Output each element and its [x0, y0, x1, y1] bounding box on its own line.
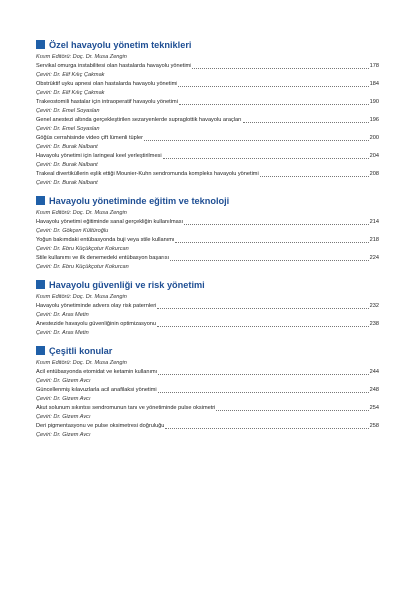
section-title: Havayolu güvenliği ve risk yönetimi [49, 279, 205, 290]
toc-entry[interactable] [36, 320, 379, 329]
entry-page-number: 254 [369, 405, 379, 411]
entry-translator: Çeviri: Dr. Burak Nalbant [36, 180, 98, 186]
section-header [36, 344, 379, 357]
entry-translator: Çeviri: Dr. Elif Kılıç Çakmak [36, 72, 105, 78]
entry-translator: Çeviri: Dr. Burak Nalbant [36, 144, 98, 150]
dot-leader [157, 308, 368, 309]
dot-leader [165, 428, 368, 429]
toc-entry[interactable] [36, 152, 379, 161]
toc-entry[interactable] [36, 422, 379, 431]
dot-leader [157, 326, 369, 327]
dot-leader [216, 410, 368, 411]
toc-entry[interactable] [36, 170, 379, 179]
toc-entry[interactable] [36, 134, 379, 143]
entry-title: Havayolu yönetimi eğitiminde sanal gerçekliğin kullanılması [36, 219, 184, 225]
section-square-icon [36, 196, 45, 205]
entry-page-number: 218 [369, 237, 379, 243]
entry-title: Genel anestezi altında gerçekleştirilen sezaryenlerde supraglottik havayolu araçları [36, 117, 242, 123]
entry-title: Trakeal divertiküllerin eşlik ettiği Mounier-Kuhn sendromunda kompleks havayolu yönetimi [36, 171, 259, 177]
toc-entry[interactable] [36, 236, 379, 245]
entry-page-number: 204 [369, 153, 379, 159]
section-square-icon [36, 280, 45, 289]
toc-section [36, 38, 379, 188]
dot-leader [184, 224, 369, 225]
entry-title: Stile kullanımı ve ilk denemedeki entübasyon başarısı [36, 255, 170, 261]
entry-translator: Çeviri: Dr. Aras Metin [36, 312, 89, 318]
section-title: Çeşitli konular [49, 345, 113, 356]
entry-translator: Çeviri: Dr. Aras Metin [36, 330, 89, 336]
toc-entry[interactable] [36, 254, 379, 263]
toc-entry[interactable] [36, 80, 379, 89]
section-editor: Kısım Editörü: Doç. Dr. Musa Zengin [36, 360, 127, 366]
entry-title: Havayolu yönetimi için laringeal keel yerleştirilmesi [36, 153, 162, 159]
entry-title: Akut solunum sıkıntısı sendromunun tanı ve yönetiminde pulse oksimetri [36, 405, 216, 411]
entry-translator: Çeviri: Dr. Emel Soyaslan [36, 126, 100, 132]
entry-title: Acil entübasyonda etomidat ve ketamin kullanımı [36, 369, 158, 375]
dot-leader [192, 68, 368, 69]
entry-translator: Çeviri: Dr. Elif Kılıç Çakmak [36, 90, 105, 96]
entry-page-number: 200 [369, 135, 379, 141]
entry-page-number: 244 [369, 369, 379, 375]
dot-leader [158, 392, 369, 393]
dot-leader [260, 176, 369, 177]
entry-translator: Çeviri: Dr. Gizem Avcı [36, 396, 91, 402]
toc-section [36, 194, 379, 272]
toc-entry[interactable] [36, 386, 379, 395]
entry-title: Servikal omurga instabilitesi olan hastalarda havayolu yönetimi [36, 63, 192, 69]
entry-page-number: 232 [369, 303, 379, 309]
dot-leader [158, 374, 368, 375]
entry-page-number: 190 [369, 99, 379, 105]
entry-page-number: 214 [369, 219, 379, 225]
section-editor: Kısım Editörü: Doç. Dr. Musa Zengin [36, 294, 127, 300]
dot-leader [163, 158, 369, 159]
section-header [36, 194, 379, 207]
entry-translator: Çeviri: Dr. Ebru Küçükçotur Kokurcan [36, 246, 129, 252]
section-square-icon [36, 346, 45, 355]
toc-entry[interactable] [36, 404, 379, 413]
entry-page-number: 184 [369, 81, 379, 87]
entry-translator: Çeviri: Dr. Burak Nalbant [36, 162, 98, 168]
dot-leader [178, 86, 368, 87]
entry-title: Deri pigmentasyonu ve pulse oksimetresi doğruluğu [36, 423, 165, 429]
entry-page-number: 258 [369, 423, 379, 429]
section-square-icon [36, 40, 45, 49]
dot-leader [144, 140, 369, 141]
section-header [36, 38, 379, 51]
section-editor: Kısım Editörü: Doç. Dr. Musa Zengin [36, 54, 127, 60]
dot-leader [175, 242, 368, 243]
section-title: Havayolu yönetiminde eğitim ve teknoloji [49, 195, 230, 206]
entry-translator: Çeviri: Dr. Gizem Avcı [36, 432, 91, 438]
entry-title: Trakeostomili hastalar için intraoperatif havayolu yönetimi [36, 99, 178, 105]
dot-leader [179, 104, 369, 105]
section-header [36, 278, 379, 291]
toc-entry[interactable] [36, 302, 379, 311]
dot-leader [243, 122, 369, 123]
toc-entry[interactable] [36, 62, 379, 71]
toc-entry[interactable] [36, 116, 379, 125]
entry-translator: Çeviri: Dr. Gizem Avcı [36, 414, 91, 420]
entry-title: Göğüs cerrahisinde video çift lümenli tüpler [36, 135, 143, 141]
entry-translator: Çeviri: Dr. Gizem Avcı [36, 378, 91, 384]
toc-entry[interactable] [36, 218, 379, 227]
entry-page-number: 248 [369, 387, 379, 393]
entry-translator: Çeviri: Dr. Emel Soyaslan [36, 108, 100, 114]
toc-section [36, 278, 379, 338]
entry-translator: Çeviri: Dr. Gökçen Kültüroğlu [36, 228, 109, 234]
entry-page-number: 208 [369, 171, 379, 177]
entry-title: Anestezide havayolu güvenliğinin optimizasyonu [36, 321, 157, 327]
entry-page-number: 224 [369, 255, 379, 261]
entry-page-number: 238 [369, 321, 379, 327]
entry-title: Havayolu yönetiminde advers olay risk paternleri [36, 303, 157, 309]
entry-page-number: 196 [369, 117, 379, 123]
toc-entry[interactable] [36, 368, 379, 377]
section-editor: Kısım Editörü: Doç. Dr. Musa Zengin [36, 210, 127, 216]
toc-section [36, 344, 379, 440]
entry-page-number: 178 [369, 63, 379, 69]
toc-entry[interactable] [36, 98, 379, 107]
entry-translator: Çeviri: Dr. Ebru Küçükçotur Kokurcan [36, 264, 129, 270]
entry-title: Obstrüktif uyku apnesi olan hastalarda havayolu yönetimi [36, 81, 178, 87]
dot-leader [170, 260, 369, 261]
entry-title: Yoğun bakımdaki entübasyonda buji veya stile kullanımı [36, 237, 175, 243]
section-title: Özel havayolu yönetim teknikleri [49, 39, 192, 50]
entry-title: Güncellenmiş kılavuzlarla acil anafilaksi yönetimi [36, 387, 157, 393]
